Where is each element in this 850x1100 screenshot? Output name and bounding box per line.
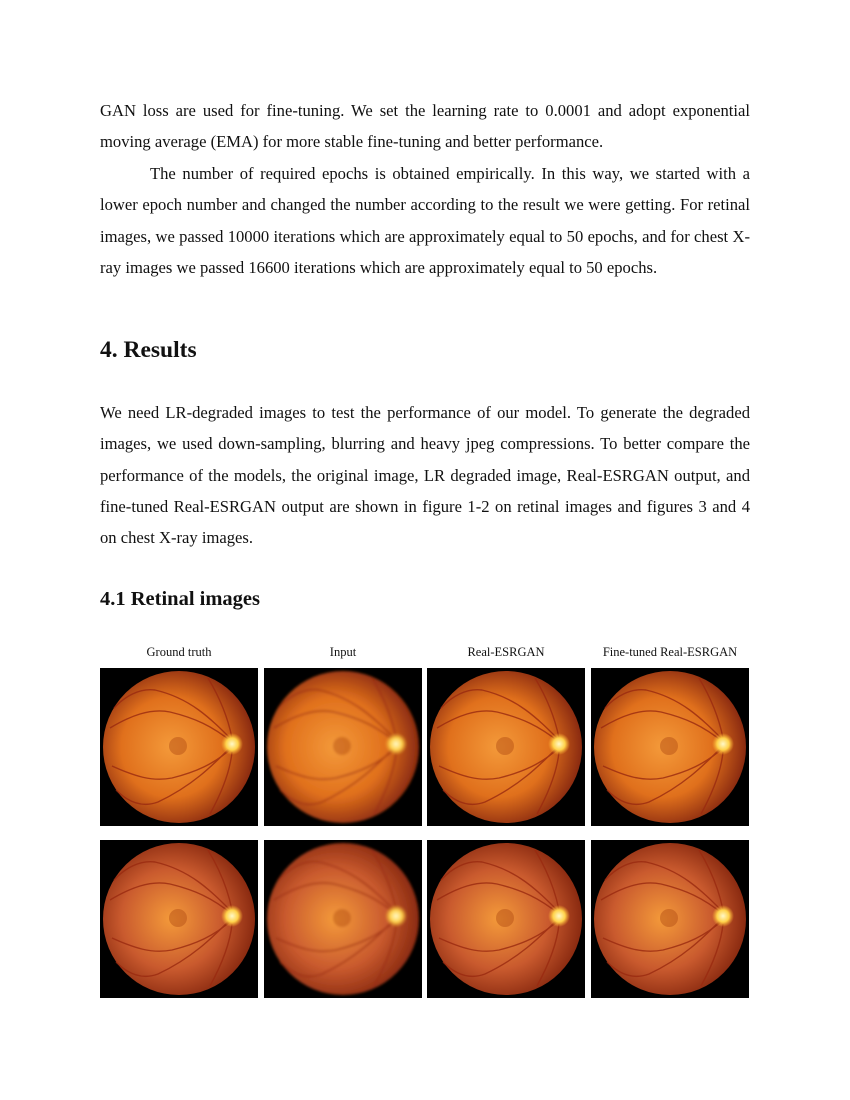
section-heading-results: 4. Results	[100, 337, 197, 363]
retina-fundus-graphic	[100, 840, 258, 998]
retinal-comparison-figure	[100, 645, 750, 667]
column-label-real-esrgan: Real-ESRGAN	[467, 645, 545, 659]
figure-column-labels	[100, 645, 750, 667]
subsection-heading-retinal-images: 4.1 Retinal images	[100, 588, 260, 610]
retina-image-ground-truth	[100, 840, 258, 998]
retina-image-real-esrgan	[427, 840, 585, 998]
retina-image-input	[264, 668, 422, 826]
retina-image-input	[264, 840, 422, 998]
retina-fundus-graphic	[591, 840, 749, 998]
paragraph-fine-tuning: GAN loss are used for fine-tuning. We set the learning rate to 0.0001 and adopt exponential moving average (EMA) for more stable fine-tuning and better performance.	[100, 101, 750, 152]
retina-image-fine-tuned-real-esrgan	[591, 840, 749, 998]
retina-fundus-graphic	[100, 668, 258, 826]
retina-fundus-graphic	[427, 840, 585, 998]
retina-fundus-graphic	[264, 840, 422, 998]
column-label-input: Input	[329, 645, 357, 659]
column-label-ground-truth: Ground truth	[146, 645, 212, 659]
retina-image-real-esrgan	[427, 668, 585, 826]
retina-fundus-graphic	[427, 668, 585, 826]
paragraph-results-intro: We need LR-degraded images to test the performance of our model. To generate the degraded images, we used down-sampling, blurring and heavy jpeg compressions. To better compare the performance of the models, the original image, LR degraded image, Real-ESRGAN output, and fine-tuned Real-ESRGAN output are shown in figure 1-2 on retinal images and figures 3 and 4 on chest X-ray images.	[100, 403, 750, 548]
retina-fundus-graphic	[264, 668, 422, 826]
retina-image-fine-tuned-real-esrgan	[591, 668, 749, 826]
paragraph-epochs: The number of required epochs is obtained empirically. In this way, we started with a lower epoch number and changed the number according to the result we were getting. For retinal images, we passed 10000 iterations which are approximately equal to 50 epochs, and for chest X-ray images we passed 16600 iterations which are approximately equal to 50 epochs.	[100, 164, 750, 277]
column-label-fine-tuned-real-esrgan: Fine-tuned Real-ESRGAN	[602, 645, 738, 659]
figure-row-2	[100, 840, 750, 998]
retina-image-ground-truth	[100, 668, 258, 826]
figure-row-1	[100, 668, 750, 826]
retina-fundus-graphic	[591, 668, 749, 826]
